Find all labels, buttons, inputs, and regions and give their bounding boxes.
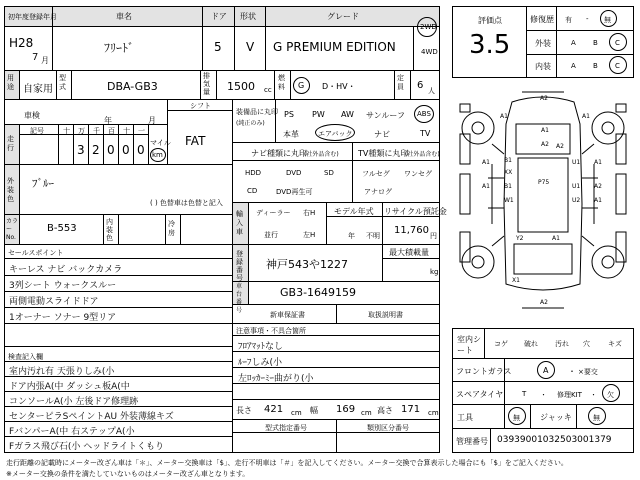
inspection-label: 車検 bbox=[24, 111, 40, 120]
equipment-sunroof: サンルーフ bbox=[366, 111, 405, 120]
equipment-label: 装備品に丸印 bbox=[236, 108, 278, 116]
tv-title: TV種類に丸印 bbox=[358, 149, 409, 158]
equipment-leather: 本革 bbox=[283, 130, 299, 139]
max-load-unit: kg bbox=[430, 268, 439, 276]
note-line: 左ﾛｯｶｰﾐｰ曲がり(小 bbox=[238, 374, 314, 384]
diagram-label: A2 bbox=[594, 183, 602, 190]
damage-diagram bbox=[452, 84, 634, 320]
digit-value-5: 0 bbox=[122, 143, 130, 157]
digit-header-3: 千 bbox=[93, 127, 100, 135]
digit-value-2: 3 bbox=[77, 143, 85, 157]
designation-label: 型式指定番号 bbox=[265, 424, 307, 432]
model-year-label: モデル年式 bbox=[334, 207, 374, 216]
equipment-airbag: エアバック bbox=[318, 130, 353, 138]
chassis-value: GB3-1649159 bbox=[280, 286, 357, 299]
diagram-label: XX bbox=[504, 169, 513, 176]
diagram-label: B1 bbox=[504, 183, 512, 190]
interior-a: A bbox=[571, 62, 576, 70]
digit-value-6: 0 bbox=[137, 143, 145, 157]
mileage-label: 走行 bbox=[7, 135, 14, 152]
warranty-label: 新車保証書 bbox=[270, 311, 305, 319]
color-label: 外装色 bbox=[7, 177, 14, 203]
diagram-label: A1 bbox=[594, 197, 602, 204]
tools-label: 工具 bbox=[457, 413, 473, 422]
sales-points-label: セールスポイント bbox=[8, 249, 64, 257]
recycle-unit: 円 bbox=[430, 232, 437, 240]
car-name: ﾌﾘｰﾄﾞ bbox=[104, 41, 135, 55]
diagram-label: A1 bbox=[582, 113, 590, 120]
digit-header-4: 百 bbox=[108, 127, 115, 135]
digit-header-2: 万 bbox=[78, 127, 85, 135]
cabin-label: 室内シート bbox=[457, 335, 481, 355]
tv-fullseg: フルセグ bbox=[362, 170, 390, 178]
capacity-unit: 人 bbox=[428, 87, 435, 95]
navi-cd: CD bbox=[247, 187, 258, 195]
digit-header-6: 一 bbox=[138, 127, 145, 135]
cooling-label: 冷房 bbox=[168, 220, 175, 237]
color-note: ( ) 色替車は色替と記入 bbox=[150, 199, 223, 207]
width-value: 169 bbox=[336, 404, 356, 415]
shift-label: シフト bbox=[190, 102, 211, 110]
recycle-label: リサイクル預託金 bbox=[384, 207, 447, 216]
capacity-value: 6 bbox=[417, 80, 424, 91]
grade-label: グレード bbox=[327, 12, 359, 21]
inspector-note-line: Fガラス飛び石(小 ヘッドライトくもり bbox=[9, 442, 165, 452]
exterior-c: C bbox=[615, 39, 620, 47]
color-no-value: B-553 bbox=[47, 223, 77, 234]
equipment-navi: ナビ bbox=[374, 130, 390, 139]
diagram-label: A2 bbox=[541, 141, 549, 148]
navi-sub: (社外品含む) bbox=[304, 151, 339, 158]
color-value: ﾌﾞﾙｰ bbox=[32, 177, 54, 190]
equipment-ps: PS bbox=[284, 110, 294, 119]
diagram-label: A1 bbox=[500, 113, 508, 120]
width-unit: cm bbox=[361, 409, 372, 417]
manage-label: 管理番号 bbox=[456, 437, 488, 446]
fuel-option-g: G bbox=[298, 81, 305, 90]
grade-value: G PREMIUM EDITION bbox=[273, 40, 396, 54]
diagram-label: A2 bbox=[540, 299, 548, 306]
diagram-label: U2 bbox=[572, 197, 581, 204]
drive-4wd: 4WD bbox=[421, 48, 438, 56]
digit-value-4: 0 bbox=[107, 143, 115, 157]
import-left: 左H bbox=[303, 231, 316, 239]
diagram-label: A1 bbox=[482, 183, 490, 190]
diagram-label: X1 bbox=[512, 277, 520, 284]
width-label: 幅 bbox=[310, 406, 318, 415]
first-reg-year: H28 bbox=[9, 36, 34, 50]
length-unit: cm bbox=[291, 409, 302, 417]
cabin-option: コゲ bbox=[494, 340, 508, 348]
navi-hdd: HDD bbox=[245, 169, 262, 177]
sales-point-line: 3列シート ウォークスルー bbox=[9, 281, 117, 291]
equipment-tv: TV bbox=[420, 129, 431, 138]
cabin-option: 穴 bbox=[583, 340, 590, 348]
notes-label: 注意事項・不具合箇所 bbox=[236, 327, 306, 335]
score-label: 評価点 bbox=[478, 16, 502, 25]
tv-oneseg: ワンセグ bbox=[404, 170, 432, 178]
note-line: ﾙｰﾌしみ(小 bbox=[238, 358, 283, 368]
first-reg-month: 7 bbox=[32, 52, 39, 63]
front-glass-dot: ・ bbox=[568, 367, 576, 376]
equipment-sub: (純正のみ) bbox=[236, 120, 265, 127]
height-unit: cm bbox=[428, 409, 439, 417]
inspector-notes-label: 検査記入欄 bbox=[8, 353, 43, 361]
diagram-label: A1 bbox=[541, 127, 549, 134]
spare-missing: 欠 bbox=[607, 391, 614, 399]
diagram-label: A1 bbox=[552, 235, 560, 242]
diagram-label: A2 bbox=[556, 143, 564, 150]
spare-dot: ・ bbox=[540, 391, 547, 399]
model-year-unknown: 不明 bbox=[366, 232, 380, 240]
use-label: 用途 bbox=[7, 74, 14, 91]
spare-label: スペアタイヤ bbox=[456, 390, 504, 399]
exterior-a: A bbox=[571, 39, 576, 47]
diagram-label: A1 bbox=[482, 159, 490, 166]
plate-value: 神戸543や1227 bbox=[266, 258, 348, 271]
sales-point-line: 両側電動スライドドア bbox=[9, 297, 99, 307]
cabin-option: 汚れ bbox=[555, 340, 569, 348]
capacity-label: 定員 bbox=[397, 74, 404, 91]
import-label: 輸入車 bbox=[236, 210, 243, 236]
import-right: 右H bbox=[303, 209, 316, 217]
spare-kit: 修理KIT bbox=[557, 391, 582, 399]
unit-mile: マイル bbox=[150, 139, 171, 147]
cabin-option: キズ bbox=[608, 340, 622, 348]
diagram-label: A1 bbox=[594, 159, 602, 166]
length-value: 421 bbox=[264, 404, 284, 415]
exterior-b: B bbox=[593, 39, 598, 47]
import-dealer: ディーラー bbox=[256, 209, 291, 217]
chassis-label: 車台番号 bbox=[236, 283, 243, 314]
door-label: ドア bbox=[211, 12, 227, 21]
spare-dot: ・ bbox=[590, 391, 597, 399]
length-label: 長さ bbox=[236, 406, 252, 415]
drive-2wd: 2WD bbox=[420, 23, 437, 31]
navi-sd: SD bbox=[324, 169, 334, 177]
sales-point-line: キーレス ナビ バックカメラ bbox=[9, 265, 123, 275]
digit-value-3: 2 bbox=[92, 143, 100, 157]
navi-dvd-play: DVD再生可 bbox=[276, 188, 313, 196]
type-value: DBA-GB3 bbox=[107, 80, 158, 93]
shift-value: FAT bbox=[185, 134, 206, 148]
tv-sub: (社外品含む) bbox=[405, 151, 440, 158]
diagram-label: B1 bbox=[504, 157, 512, 164]
fuel-option-other: D・HV・ bbox=[322, 82, 356, 91]
interior-label: 内装 bbox=[535, 62, 551, 71]
class-label: 類別区分番号 bbox=[367, 424, 409, 432]
use-value: 自家用 bbox=[23, 84, 53, 95]
inspector-note-line: FバンパーA(中 右ステップA(小 bbox=[9, 427, 135, 437]
first-reg-label: 初年度登録年月 bbox=[8, 13, 57, 21]
manual-label: 取扱説明書 bbox=[368, 311, 403, 319]
plate-label: 登録番号 bbox=[236, 250, 243, 282]
digit-header-5: 十 bbox=[123, 127, 130, 135]
manage-value: 03939001032503001379 bbox=[497, 435, 612, 445]
navi-title: ナビ種類に丸印 bbox=[251, 149, 307, 158]
digit-header-1: 十 bbox=[63, 127, 70, 135]
front-glass-label: フロントガラス bbox=[456, 367, 512, 376]
diagram-label: U1 bbox=[572, 183, 581, 190]
displacement-value: 1500 bbox=[227, 80, 255, 93]
repair-dash: - bbox=[586, 15, 589, 23]
diagram-label: U1 bbox=[572, 159, 581, 166]
repair-label: 修復歴 bbox=[530, 15, 554, 24]
footer-line-1: 走行距離の記載時にメーター改ざん車は「＊」、メーター交換車は「$」、走行不明車は「＃」を記入してください。メーター交換で合算表示した場合にも「$」をご記入ください。 bbox=[6, 459, 568, 467]
height-label: 高さ bbox=[377, 406, 393, 415]
diagram-label: Y2 bbox=[516, 235, 524, 242]
type-label: 型式 bbox=[59, 74, 66, 91]
displacement-label: 排気量 bbox=[203, 72, 210, 96]
fuel-label: 燃料 bbox=[278, 74, 285, 91]
cabin-option: 破れ bbox=[524, 340, 538, 348]
spare-t: T bbox=[522, 390, 527, 398]
note-line: ﾌﾛｱﾏｯﾄなし bbox=[238, 342, 284, 352]
front-glass-a: A bbox=[543, 366, 549, 375]
inspection-year: 年 bbox=[104, 116, 112, 125]
repair-no: 無 bbox=[604, 16, 611, 24]
tv-analog: アナログ bbox=[364, 188, 392, 196]
inspector-note-line: コンソールA(小 左後ドア修理跡 bbox=[9, 397, 139, 407]
interior-b: B bbox=[593, 62, 598, 70]
navi-dvd: DVD bbox=[286, 169, 302, 177]
recycle-value: 11,760 bbox=[394, 225, 429, 236]
car-name-label: 車名 bbox=[116, 12, 132, 21]
diagram-label: A2 bbox=[540, 95, 548, 102]
doors-value: 5 bbox=[214, 40, 222, 54]
color-no-label: カラーNo. bbox=[6, 218, 19, 241]
sales-point-line: 1オーナー ソナー 9型リア bbox=[9, 313, 117, 323]
import-parallel: 並行 bbox=[264, 231, 278, 239]
exterior-label: 外装 bbox=[535, 39, 551, 48]
interior-c: C bbox=[615, 62, 620, 70]
interior-color-label: 内装色 bbox=[106, 218, 113, 242]
tools-value: 無 bbox=[513, 414, 520, 422]
jack-value: 無 bbox=[593, 414, 600, 422]
diagram-label: W1 bbox=[504, 197, 514, 204]
cc-unit: cc bbox=[264, 86, 272, 94]
inspector-note-line: ドア内張A(中 ダッシュ板A(中 bbox=[9, 382, 130, 392]
repair-yes: 有 bbox=[565, 16, 572, 24]
equipment-aw: AW bbox=[341, 110, 354, 119]
diagram-label: P75 bbox=[538, 179, 550, 186]
month-unit: 月 bbox=[41, 56, 49, 65]
max-load-label: 最大積載量 bbox=[389, 248, 429, 257]
score-value: 3.5 bbox=[469, 30, 511, 60]
height-value: 171 bbox=[401, 404, 421, 415]
front-glass-replace: ×要交 bbox=[578, 368, 598, 376]
inspector-note-line: センターピラSペイントAU 外装薄線キズ bbox=[9, 412, 174, 422]
equipment-pw: PW bbox=[312, 110, 325, 119]
shape-value: V bbox=[246, 40, 255, 54]
inspector-note-line: 室内汚れ有 天張りしみ(小 bbox=[9, 367, 115, 377]
inspection-month: 月 bbox=[148, 116, 156, 125]
model-year-year: 年 bbox=[348, 232, 355, 240]
jack-label: ジャッキ bbox=[540, 413, 572, 422]
shape-label: 形状 bbox=[240, 12, 256, 21]
digit-header-0: 記号 bbox=[30, 127, 44, 135]
footer-line-2: ※メーター交換の条件を満たしていないものはメーター改ざん車となります。 bbox=[6, 470, 250, 478]
unit-km: km bbox=[152, 151, 163, 159]
equipment-abs: ABS bbox=[417, 110, 431, 118]
